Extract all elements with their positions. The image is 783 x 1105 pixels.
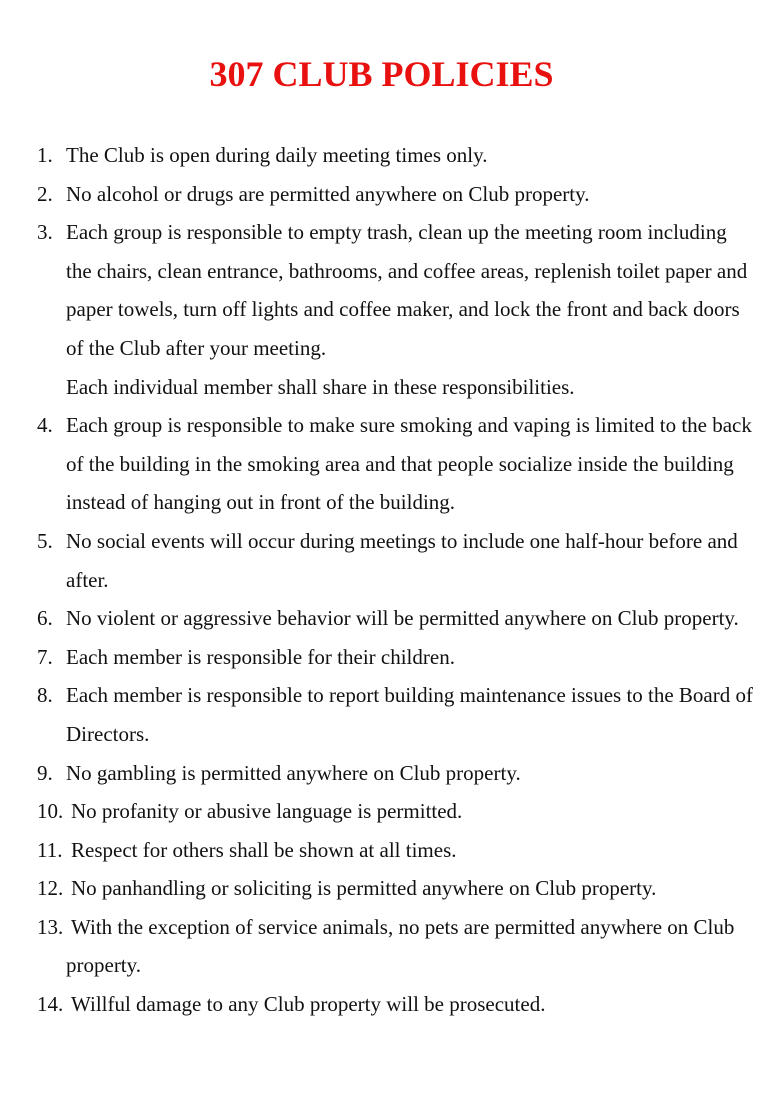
policy-number: 1.: [37, 143, 53, 167]
policy-text: No alcohol or drugs are permitted anywhere on Club property.: [66, 181, 590, 206]
policy-text: With the exception of service animals, no pets are permitted anywhere on Club property.: [66, 914, 735, 978]
policy-item-6: [0, 599, 783, 638]
policy-number: 14.: [37, 992, 64, 1017]
policy-number: 2.: [37, 181, 53, 206]
policy-number: 7.: [37, 644, 53, 669]
policy-number: 8.: [37, 683, 53, 708]
policy-number: 3.: [37, 220, 53, 245]
policy-number: 4.: [37, 413, 53, 438]
policy-number: 11.: [37, 837, 63, 862]
policy-text: The Club is open during daily meeting times only.: [66, 143, 488, 167]
policy-item-13: [0, 908, 783, 985]
policy-text: Each group is responsible to make sure smoking and vaping is limited to the back of the building in the smoking area and that people socialize inside the building instead of hanging out in front of the building.: [66, 413, 752, 515]
policy-text: Each member is responsible to report building maintenance issues to the Board of Directors.: [66, 683, 753, 746]
policy-text: No panhandling or soliciting is permitted anywhere on Club property.: [71, 876, 657, 901]
policy-subtext: Each individual member shall share in these responsibilities.: [66, 374, 575, 399]
policy-text: No social events will occur during meetings to include one half-hour before and after.: [66, 528, 738, 592]
policy-number: 6.: [37, 606, 53, 631]
policy-number: 12.: [37, 876, 64, 901]
policy-text: Willful damage to any Club property will be prosecuted.: [71, 992, 546, 1017]
policy-number: 9.: [37, 760, 53, 785]
policy-item-7: [0, 638, 783, 677]
policy-number: 5.: [37, 528, 53, 553]
policy-item-12: [0, 869, 783, 908]
policy-item-2: [0, 175, 783, 214]
policy-list: [0, 136, 783, 1024]
policy-number: 10.: [37, 799, 64, 824]
policy-item-4: [0, 406, 783, 522]
policy-item-11: [0, 831, 783, 870]
policy-text: No violent or aggressive behavior will be permitted anywhere on Club property.: [66, 606, 739, 631]
policy-item-8: [0, 676, 783, 753]
policy-item-14: [0, 985, 783, 1024]
policy-text: Each member is responsible for their children.: [66, 644, 455, 669]
policy-number: 13.: [37, 914, 64, 939]
policy-item-3: [0, 213, 783, 406]
policy-item-5: [0, 522, 783, 599]
page-title: 307 CLUB POLICIES: [209, 54, 554, 94]
policy-item-10: [0, 792, 783, 831]
policy-text: Respect for others shall be shown at all times.: [71, 837, 457, 862]
policy-text: Each group is responsible to empty trash, clean up the meeting room including the chairs, clean entrance, bathrooms, and coffee areas, replenish toilet paper and paper towels, turn off lights and coffee maker, and lock the front and back doors of the Club after your meeting.: [66, 220, 748, 360]
policy-text: No profanity or abusive language is permitted.: [71, 799, 463, 824]
policy-item-9: [0, 754, 783, 793]
policy-text: No gambling is permitted anywhere on Club property.: [66, 760, 521, 785]
policy-item-1: [0, 136, 783, 175]
